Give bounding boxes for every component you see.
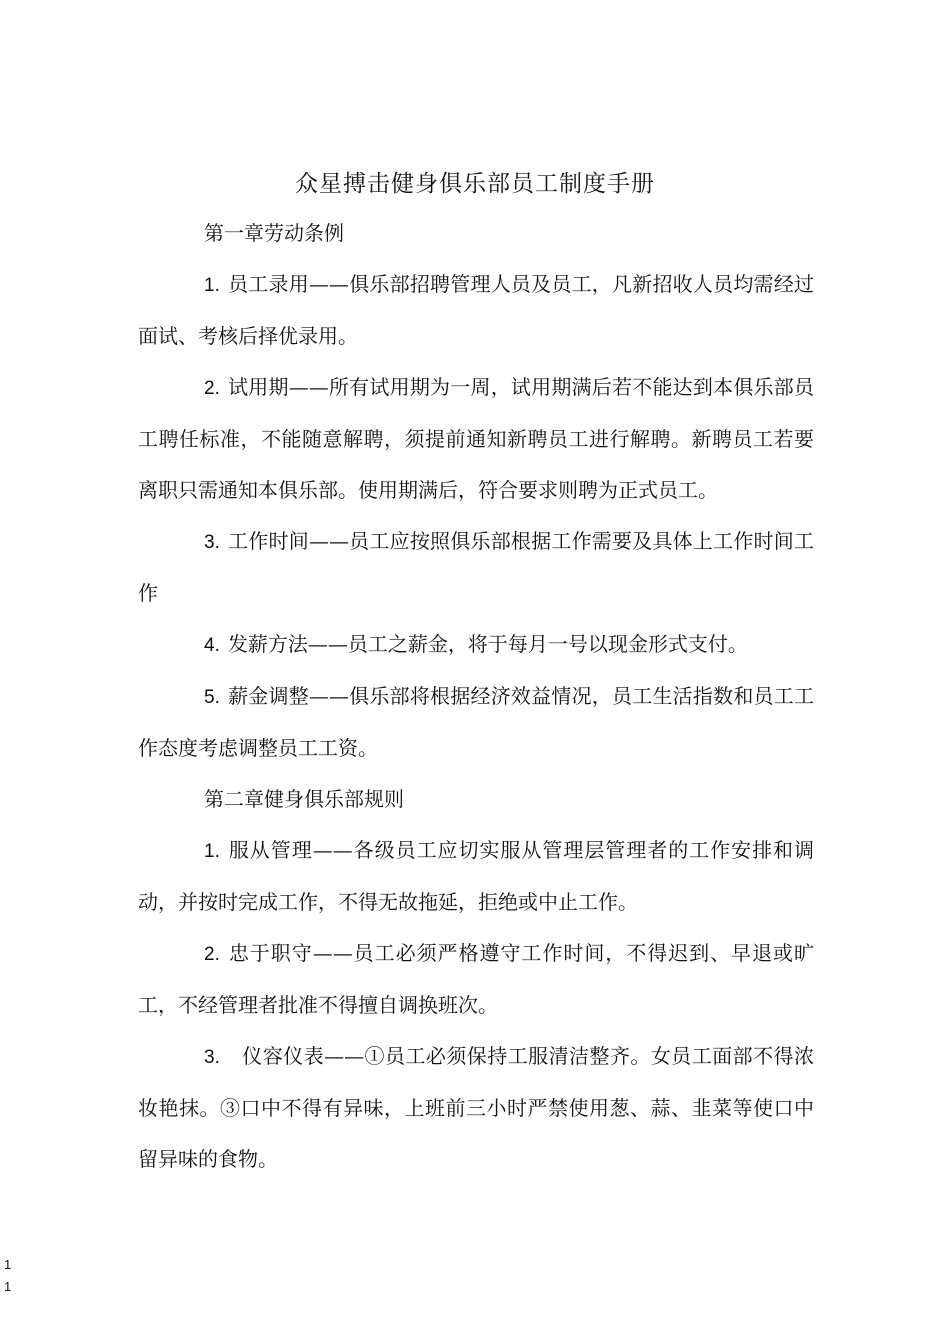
list-item (138, 619, 814, 671)
item-number: 5. (204, 687, 220, 708)
item-text: 试用期——所有试用期为一周，试用期满后若不能达到本俱乐部员工聘任标准，不能随意解聘，须提前通知新聘员工进行解聘。新聘员工若要离职只需通知本俱乐部。使用期满后，符合要求则聘为正式员工。 (138, 375, 814, 502)
page-marker-line: 1 (4, 1279, 12, 1294)
item-text: 仪容仪表——①员工必须保持工服清洁整齐。女员工面部不得浓妆艳抹。③口中不得有异味，上班前三小时严禁使用葱、蒜、韭菜等使口中留异味的食物。 (138, 1044, 814, 1171)
item-text: 发薪方法——员工之薪金，将于每月一号以现金形式支付。 (227, 632, 748, 656)
list-item (138, 671, 814, 774)
list-item (138, 825, 814, 928)
list-item (138, 1031, 814, 1185)
page-number-marker (4, 1254, 11, 1298)
document-title: 众星搏击健身俱乐部员工制度手册 (295, 171, 655, 197)
list-item (138, 928, 814, 1031)
item-number: 1. (204, 275, 220, 296)
page-marker-line: 1 (4, 1257, 12, 1272)
chapter-heading: 第一章劳动条例 (204, 221, 344, 245)
document-body (138, 208, 814, 1185)
item-number: 3. (204, 1047, 220, 1068)
item-number: 1. (204, 841, 220, 862)
item-number: 2. (204, 378, 220, 399)
item-text: 员工录用——俱乐部招聘管理人员及员工，凡新招收人员均需经过面试、考核后择优录用。 (138, 272, 814, 348)
item-text: 忠于职守——员工必须严格遵守工作时间，不得迟到、早退或旷工，不经管理者批准不得擅自调换班次。 (138, 941, 814, 1017)
list-item (138, 516, 814, 619)
item-text: 服从管理——各级员工应切实服从管理层管理者的工作安排和调动，并按时完成工作，不得无故拖延，拒绝或中止工作。 (138, 838, 814, 914)
chapter-heading: 第二章健身俱乐部规则 (204, 787, 404, 811)
list-item (138, 362, 814, 516)
item-number: 3. (204, 532, 220, 553)
item-number: 4. (204, 635, 220, 656)
item-text: 工作时间——员工应按照俱乐部根据工作需要及具体上工作时间工作 (138, 529, 814, 605)
list-item (138, 259, 814, 362)
item-text: 薪金调整——俱乐部将根据经济效益情况，员工生活指数和员工工作态度考虑调整员工工资。 (138, 684, 814, 760)
item-number: 2. (204, 944, 220, 965)
